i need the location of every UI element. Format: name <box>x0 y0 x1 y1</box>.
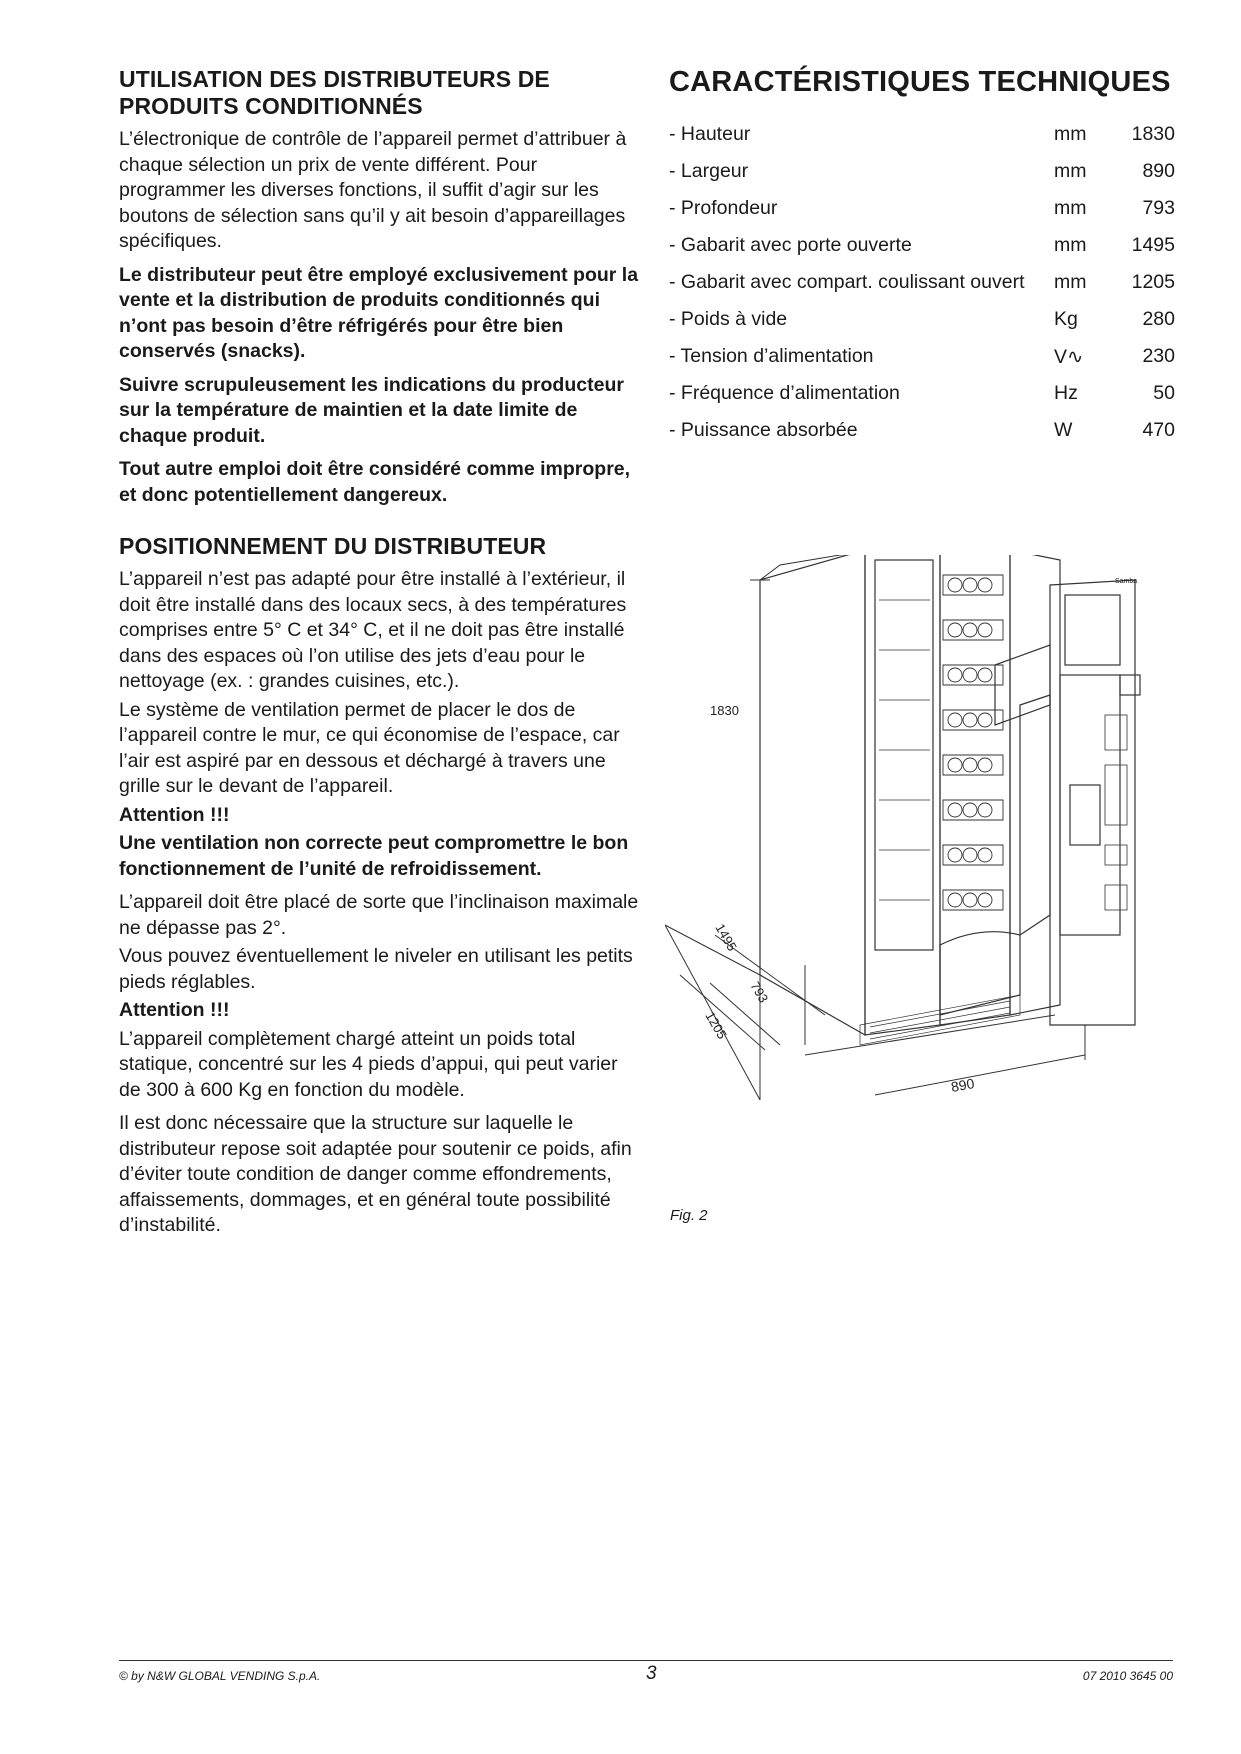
spec-label: - Profondeur <box>669 197 778 219</box>
paragraph-exclusive-use: Le distributeur peut être employé exclusivement pour la vente et la distribution de produits conditionnés qui n’ont pas besoin d’être réfrigérés pour être bien conservés (snacks). <box>119 263 639 362</box>
section-title-usage-line1: UTILISATION DES DISTRIBUTEURS DE <box>119 66 550 92</box>
spec-unit: mm <box>1054 271 1087 293</box>
spec-unit: V∿ <box>1054 345 1084 368</box>
paragraph-inclination: L’appareil doit être placé de sorte que l’inclinaison maximale ne dépasse pas 2°. <box>119 891 639 939</box>
spec-label: - Gabarit avec compart. coulissant ouvert <box>669 271 1025 293</box>
brand-mark: Samba <box>1115 578 1138 585</box>
vending-machine-figure <box>665 555 1185 1215</box>
spec-label: - Poids à vide <box>669 308 788 330</box>
spec-value: 1495 <box>1131 234 1175 256</box>
spec-row <box>669 190 1175 227</box>
specs-title: CARACTÉRISTIQUES TECHNIQUES <box>669 66 1171 98</box>
attention-label: Attention !!! <box>119 999 230 1021</box>
width-dimension <box>805 1015 1085 1095</box>
spec-row <box>669 153 1175 190</box>
dim-height-label: 1830 <box>710 703 739 718</box>
paragraph-improper-use: Tout autre emploi doit être considéré comme impropre, et donc potentiellement dangereux. <box>119 458 631 506</box>
paragraph-installation: L’appareil n’est pas adapté pour être installé à l’extérieur, il doit être installé dans des locaux secs, à des températures comprises entre 5° C et 34° C, et il ne doit pas être installé dans des espaces où l’on utilise des jets d’eau pour le nettoyage (ex. : grandes cuisines, etc.). <box>119 568 627 692</box>
spec-unit: W <box>1054 419 1073 441</box>
spec-value: 50 <box>1153 382 1175 404</box>
spec-value: 470 <box>1142 419 1175 441</box>
figure-caption: Fig. 2 <box>670 1207 708 1224</box>
section-title-usage-line2: PRODUITS CONDITIONNÉS <box>119 93 423 119</box>
spec-label: - Fréquence d’alimentation <box>669 382 900 404</box>
spec-row <box>669 264 1175 301</box>
page-number: 3 <box>646 1663 657 1684</box>
left-column <box>119 66 639 1247</box>
spec-label: - Tension d’alimentation <box>669 345 874 367</box>
spec-value: 1205 <box>1131 271 1175 293</box>
spec-unit: Kg <box>1054 308 1078 330</box>
spec-value: 793 <box>1142 197 1175 219</box>
floor-guides <box>665 925 825 1100</box>
paragraph-producer-indications: Suivre scrupuleusement les indications du producteur sur la température de maintien et la date limite de chaque produit. <box>119 373 624 447</box>
spec-unit: mm <box>1054 160 1087 182</box>
spec-unit: Hz <box>1054 382 1078 404</box>
spec-row <box>669 301 1175 338</box>
spec-unit: mm <box>1054 197 1087 219</box>
spec-value: 280 <box>1142 308 1175 330</box>
spec-row <box>669 375 1175 412</box>
spec-row <box>669 338 1175 375</box>
vending-machine-drawing <box>665 555 1185 1215</box>
dim-width-label: 890 <box>949 1075 976 1095</box>
spec-value: 890 <box>1142 160 1175 182</box>
paragraph-ventilation-warning: Une ventilation non correcte peut compromettre le bon fonctionnement de l’unité de refroidissement. <box>119 832 629 880</box>
paragraph-weight: L’appareil complètement chargé atteint un poids total statique, concentré sur les 4 pieds d’appui, qui peut varier de 300 à 600 Kg en fonction du modèle. <box>119 1027 618 1101</box>
spec-unit: mm <box>1054 234 1087 256</box>
spec-row <box>669 227 1175 264</box>
dim-door-open-label: 1495 <box>712 921 740 954</box>
paragraph-ventilation-system: Le système de ventilation permet de placer le dos de l’appareil contre le mur, ce qui économise de l’espace, car l’air est aspiré par en dessous et déchargé à travers une grille sur le devant de l’appareil. <box>119 698 620 797</box>
dim-drawer-open-label: 1205 <box>702 1009 730 1042</box>
spec-label: - Gabarit avec porte ouverte <box>669 234 912 256</box>
spec-value: 230 <box>1142 345 1175 367</box>
specs-table <box>669 116 1175 449</box>
machine-cabinet <box>760 555 1140 1045</box>
spec-row <box>669 116 1175 153</box>
section-title-usage <box>119 66 639 120</box>
footer-copyright: © by N&W GLOBAL VENDING S.p.A. <box>119 1669 321 1683</box>
paragraph-electronics: L’électronique de contrôle de l’appareil permet d’attribuer à chaque sélection un prix de vente différent. Pour programmer les diverses fonctions, il suffit d’agir sur les boutons de sélection sans qu’il y ait besoin d’appareillages spécifiques. <box>119 128 627 252</box>
spec-label: - Largeur <box>669 160 749 182</box>
footer-divider <box>119 1660 1173 1661</box>
spec-row <box>669 412 1175 449</box>
paragraph-structure: Il est donc nécessaire que la structure sur laquelle le distributeur repose soit adaptée pour soutenir ce poids, afin d’éviter toute condition de danger comme effondrements, affaissements, dommages, et en général toute possibilité d’instabilité. <box>119 1112 632 1236</box>
doc-code: 07 2010 3645 00 <box>1082 1669 1173 1683</box>
spec-label: - Hauteur <box>669 123 751 145</box>
right-column <box>669 62 1179 449</box>
attention-label: Attention !!! <box>119 803 230 826</box>
section-title-positioning: POSITIONNEMENT DU DISTRIBUTEUR <box>119 533 547 559</box>
spec-label: - Puissance absorbée <box>669 419 858 441</box>
dim-depth-label: 793 <box>747 979 772 1006</box>
paragraph-leveling: Vous pouvez éventuellement le niveler en utilisant les petits pieds réglables. <box>119 945 633 993</box>
spec-unit: mm <box>1054 123 1087 145</box>
height-dimension <box>750 555 925 935</box>
spec-value: 1830 <box>1131 123 1175 145</box>
